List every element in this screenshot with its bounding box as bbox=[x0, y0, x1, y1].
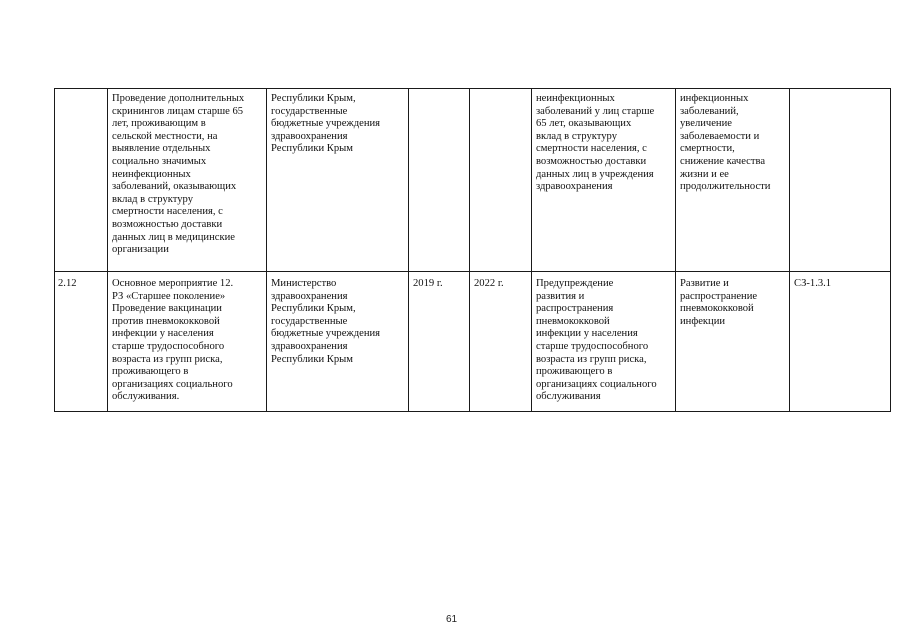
consequences-cell: инфекционных заболеваний, увеличение заболеваемости и смертности, снижение качества жизни и ее продолжительности bbox=[676, 89, 790, 272]
end-year-cell bbox=[470, 89, 532, 272]
consequences-cell: Развитие и распространение пневмококковой инфекции bbox=[676, 272, 790, 412]
activity-cell: Проведение дополнительных скринингов лицам старше 65 лет, проживающим в сельской местности, на выявление отдельных социально значимых неинфекционных заболеваний, оказывающих вклад в структуру смертности населения, с возможностью доставки данных лиц в медицинские организации bbox=[108, 89, 267, 272]
row-number-cell: 2.12 bbox=[55, 272, 108, 412]
executor-cell: Министерство здравоохранения Республики Крым, государственные бюджетные учреждения здравоохранения Республики Крым bbox=[267, 272, 409, 412]
activity-cell: Основное мероприятие 12. РЗ «Старшее поколение» Проведение вакцинации против пневмококковой инфекции у населения старше трудоспособного возраста из групп риска, проживающего в организациях социального обслуживания. bbox=[108, 272, 267, 412]
table-row bbox=[55, 272, 891, 412]
start-year-cell: 2019 г. bbox=[409, 272, 470, 412]
page-number: 61 bbox=[445, 614, 458, 625]
indicator-cell bbox=[790, 89, 891, 272]
table-row bbox=[55, 89, 891, 272]
row-number-cell bbox=[55, 89, 108, 272]
start-year-cell bbox=[409, 89, 470, 272]
program-activities-table bbox=[54, 88, 891, 412]
end-year-cell: 2022 г. bbox=[470, 272, 532, 412]
expected-result-cell: Предупреждение развития и распространения пневмококковой инфекции у населения старше трудоспособного возраста из групп риска, проживающего в организациях социального обслуживания bbox=[532, 272, 676, 412]
expected-result-cell: неинфекционных заболеваний у лиц старше 65 лет, оказывающих вклад в структуру смертности населения, с возможностью доставки данных лиц в учреждения здравоохранения bbox=[532, 89, 676, 272]
executor-cell: Республики Крым, государственные бюджетные учреждения здравоохранения Республики Крым bbox=[267, 89, 409, 272]
indicator-cell: СЗ-1.3.1 bbox=[790, 272, 891, 412]
